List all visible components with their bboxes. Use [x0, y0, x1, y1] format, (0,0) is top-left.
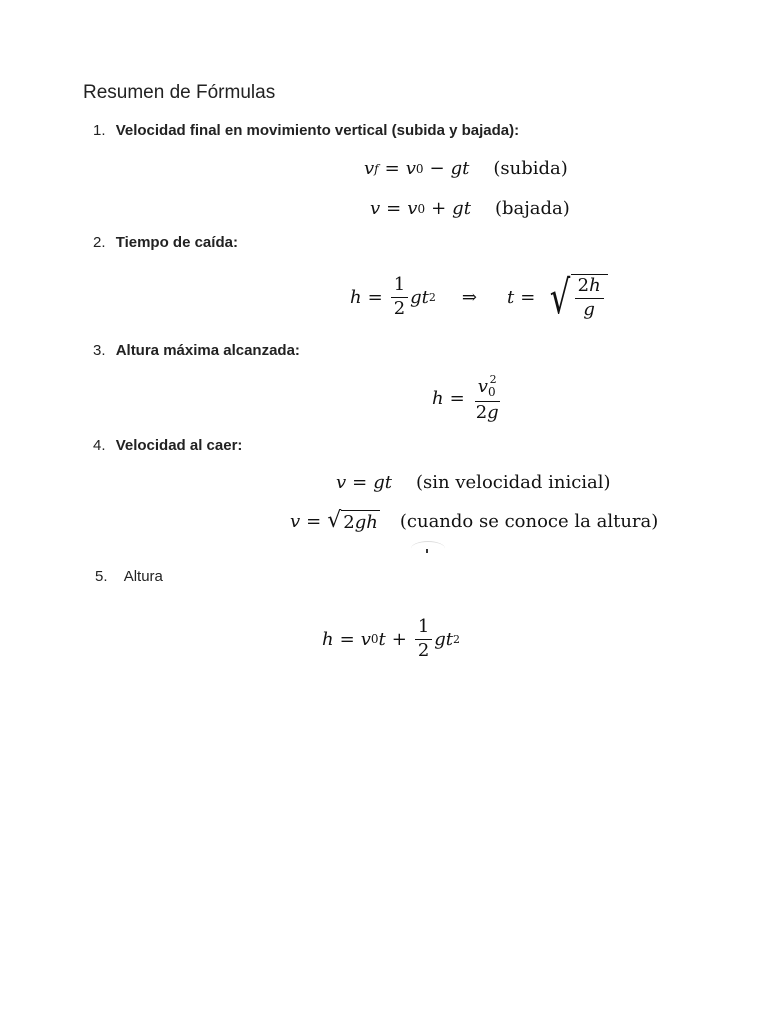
equation-v-sqrt: v = √ 2 gh (cuando se conoce la altura)	[290, 508, 659, 533]
equation-v-bajada: v = v 0 + gt (bajada)	[370, 198, 570, 219]
equation-note: (sin velocidad inicial)	[416, 472, 611, 493]
item-number: 2.	[93, 234, 106, 251]
equation-altura: h = v 0 t + $\frac{1}{2}$ gt 2	[322, 616, 461, 661]
equation-note: (bajada)	[494, 198, 570, 219]
formula-item-5	[95, 568, 163, 585]
equation-v-gt: v = gt (sin velocidad inicial)	[336, 472, 611, 493]
formula-item-3	[93, 342, 300, 359]
item-label: Altura máxima alcanzada:	[115, 342, 300, 359]
item-label: Altura	[123, 568, 163, 585]
fraction: $\frac{1}{2}$	[415, 618, 432, 661]
item-label: Tiempo de caída:	[115, 234, 238, 251]
equation-note: (cuando se conoce la altura)	[399, 511, 659, 532]
formula-item-4	[93, 437, 242, 454]
equation-vf-subida: v f = v 0 − gt (subida)	[364, 158, 568, 179]
item-number: 1.	[93, 122, 106, 139]
fraction: $\frac{v_0^2}{2g}$	[475, 373, 499, 423]
fraction: $\frac{1}{2}$	[391, 276, 408, 319]
formula-item-1	[93, 122, 519, 139]
square-root: √ 2 gh	[327, 508, 378, 533]
item-number: 5.	[95, 568, 108, 585]
equation-note: (subida)	[493, 158, 568, 179]
square-root: √ $\frac{2h}{g}$	[541, 274, 607, 320]
page-title: Resumen de Fórmulas	[83, 82, 276, 103]
formula-item-2	[93, 234, 238, 251]
item-number: 4.	[93, 437, 106, 454]
equation-tiempo-caida: h = $\frac{1}{2}$ gt 2 ⇒ t = √ $\frac{2h}{g}$	[350, 274, 608, 320]
scroll-artifact	[411, 541, 445, 556]
equation-altura-maxima: h = $\frac{v_0^2}{2g}$	[432, 374, 504, 422]
item-label: Velocidad final en movimiento vertical (subida y bajada):	[115, 122, 520, 139]
item-label: Velocidad al caer:	[115, 437, 243, 454]
item-number: 3.	[93, 342, 106, 359]
implies-arrow: ⇒	[461, 286, 477, 308]
